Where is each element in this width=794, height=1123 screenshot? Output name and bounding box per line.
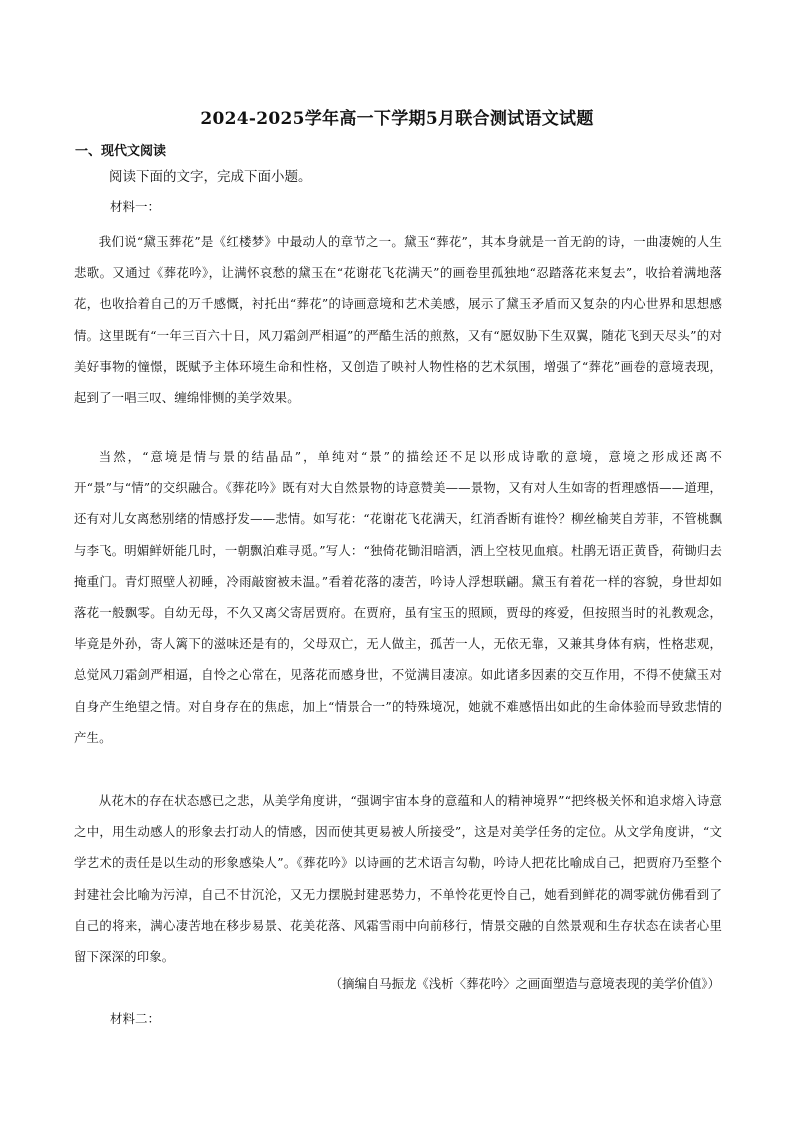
section-heading: 一、现代文阅读 xyxy=(75,144,167,159)
material-two-label: 材料二： xyxy=(110,1011,161,1026)
paragraph-1: 我们说“黛玉葬花”是《红楼梦》中最动人的章节之一。黛玉“葬花”，其本身就是一首无韵的诗，一曲凄婉的人生悲歌。又通过《葬花吟》，让满怀哀愁的黛玉在“花谢花飞花满天”的画卷里孤独地“忍踏落花来复去”，收拾着满地落花，也收拾着自己的万千感慨，衬托出“葬花”的诗画意境和艺术美感，展示了黛玉矛盾而又复杂的内心世界和思想感情。这里既有“一年三百六十日，风刀霜剑严相逼”的严酷生活的煎熬，又有“愿奴胁下生双翼，随花飞到天尽头”的对美好事物的憧憬，既赋予主体环境生命和性格，又创造了映衬人物性格的艺术氛围，增强了“葬花”画卷的意境表现，起到了一唱三叹、缠绵悱恻的美学效果。 xyxy=(74,234,722,406)
material-one-label: 材料一： xyxy=(110,199,161,214)
instruction-text: 阅读下面的文字，完成下面小题。 xyxy=(109,169,312,185)
source-citation: （摘编自马振龙《浅析〈葬花吟〉之画面塑造与意境表现的美学价值》） xyxy=(329,976,720,991)
page-title: 2024-2025学年高一下学期5月联合测试语文试题 xyxy=(200,109,594,129)
paragraph-2: 当然，“意境是情与景的结晶品”，单纯对“景”的描绘还不足以形成诗歌的意境，意境之形成还离不开“景”与“情”的交织融合。《葬花吟》既有对大自然景物的诗意赞美——景物，又有对人生如寄的哲理感悟——道理，还有对儿女离愁别绪的情感抒发——悲情。如写花：“花谢花飞花满天，红消香断有谁怜？柳丝榆荚自芳菲，不管桃飘与李飞。明媚鲜妍能几时，一朝飘泊难寻觅。”写人：“独倚花锄泪暗洒，洒上空枝见血痕。杜鹃无语正黄昏，荷锄归去掩重门。青灯照壁人初睡，冷雨敲窗被未温。”看着花落的凄苦，吟诗人浮想联翩。黛玉有着花一样的容貌，身世却如落花一般飘零。自幼无母，不久又离父寄居贾府。在贾府，虽有宝玉的照顾，贾母的疼爱，但按照当时的礼教观念，毕竟是外孙，寄人篱下的滋味还是有的，父母双亡，无人做主，孤苦一人，无依无靠，又兼其身体有病，性格悲观，总觉风刀霜剑严相逼，自怜之心常在，见落花而感身世，不觉满目凄凉。如此诸多因素的交互作用，不得不使黛玉对自身产生绝望之情。对自身存在的焦虑，加上“情景合一”的特殊境况，她就不难感悟出如此的生命体验而导致悲情的产生。 xyxy=(74,449,722,745)
paragraph-3: 从花木的存在状态感已之悲，从美学角度讲，“强调宇宙本身的意蕴和人的精神境界”“把终极关怀和追求熔入诗意之中，用生动感人的形象去打动人的情感，因而使其更易被人所接受”，这是对美学任务的定位。从文学角度讲，“文学艺术的责任是以生动的形象感染人”。《葬花吟》以诗画的艺术语言勾勒，吟诗人把花比喻成自己，把贾府乃至整个封建社会比喻为污淖，自己不甘沉沦，又无力摆脱封建恶势力，不单怜花更怜自己，她看到鲜花的凋零就仿佛看到了自己的将来，满心凄苦地在移步易景、花美花落、风霜雪雨中向前移行，情景交融的自然景观和生存状态在读者心里留下深深的印象。 xyxy=(74,793,722,965)
